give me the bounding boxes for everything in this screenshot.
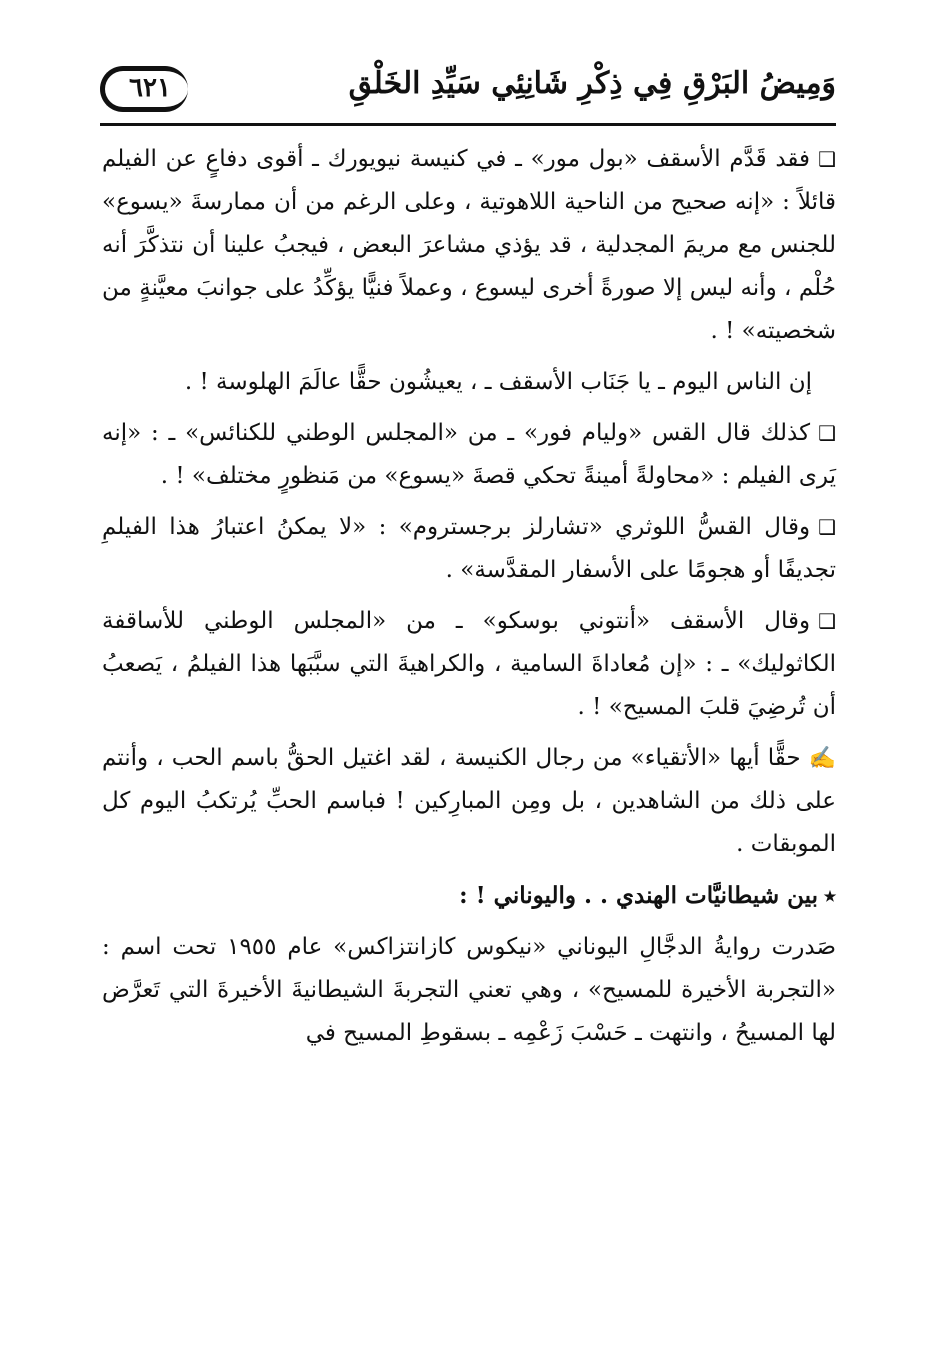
header-divider: [100, 123, 836, 126]
checkbox-bullet-icon: ❑: [818, 609, 836, 633]
paragraph-bishop-moore: [102, 138, 836, 353]
pen-icon: ✍: [808, 746, 836, 771]
paragraph-priest-bergstrom: [102, 506, 836, 592]
paragraph-priest-fore: [102, 412, 836, 498]
checkbox-bullet-icon: ❑: [818, 147, 836, 171]
paragraph-bishop-bosco: [102, 600, 836, 729]
paragraph-text: فقد قَدَّم الأسقف «بول مور» ـ في كنيسة نيويورك ـ أقوى دفاعٍ عن الفيلم قائلاً : «إنه صحيح من الناحية اللاهوتية ، وعلى الرغم من أن ممارسةَ «يسوع» للجنس مع مريمَ المجدلية ، قد يؤذي مشاعرَ البعض ، فيجبُ علينا أن نتذكَّرَ أنه حُلْم ، وأنه ليس إلا صورةً أخرى ليسوع ، وعملاً فنيًّا يؤكِّدُ على جوانبَ معيَّنةٍ من شخصيته» ! .: [102, 146, 836, 344]
paragraph-text: وقال الأسقف «أنتوني بوسكو» ـ من «المجلس الوطني للأساقفة الكاثوليك» ـ : «إن مُعاداةَ السامية ، والكراهيةَ التي سبَّبَها هذا الفيلمُ ، يَصعبُ أن تُرضِيَ قلبَ المسيح» ! .: [102, 608, 836, 720]
page-number: ٦٢١: [129, 73, 171, 103]
asterisk-icon: ٭: [824, 883, 836, 909]
paragraph-novel-1955: [102, 926, 836, 1055]
page-number-frame: [100, 66, 188, 112]
section-heading-text: بين شيطانيَّات الهندي . . واليوناني ! :: [459, 882, 818, 909]
paragraph-text: كذلك قال القس «وليام فور» ـ من «المجلس الوطني للكنائس» ـ : «إنه يَرى الفيلم : «محاولةً أمينةً تحكي قصةَ «يسوع» من مَنظورٍ مختلف» ! .: [102, 420, 836, 489]
paragraph-text: وقال القسُّ اللوثري «تشارلز برجستروم» : «لا يمكنُ اعتبارُ هذا الفيلمِ تجديفًا أو هجومًا على الأسفار المقدَّسة» .: [102, 514, 836, 583]
paragraph-text: حقًّا أيها «الأتقياء» من رجال الكنيسة ، لقد اغتيل الحقُّ باسم الحب ، وأنتم على ذلك من الشاهدين ، بل ومِن المبارِكين ! فباسم الحبِّ يُرتكبُ اليوم كل الموبقات .: [102, 745, 836, 857]
section-heading: [102, 874, 836, 918]
paragraph-text: إن الناس اليوم ـ يا جَنَاب الأسقف ـ ، يعيشُون حقًّا عالَمَ الهلوسة ! .: [184, 369, 812, 395]
checkbox-bullet-icon: ❑: [818, 421, 836, 445]
running-title: وَمِيضُ البَرْقِ فِي ذِكْرِ شَانِئِي سَيِّدِ الخَلْقِ: [348, 66, 836, 101]
page-header: [100, 58, 836, 126]
paragraph-author-comment: [102, 737, 836, 866]
page-body: [102, 138, 836, 1063]
paragraph-comment-hallucination: [102, 361, 836, 404]
checkbox-bullet-icon: ❑: [818, 515, 836, 539]
paragraph-text: صَدرت روايةُ الدجَّالِ اليوناني «نيكوس كازانتزاكس» عام ١٩٥٥ تحت اسم : «التجربة الأخيرة للمسيح» ، وهي تعني التجربةَ الشيطانيةَ الأخيرةَ التي تَعرَّض لها المسيحُ ، وانتهت ـ حَسْبَ زَعْمِه ـ بسقوطِ المسيح في: [102, 934, 837, 1046]
